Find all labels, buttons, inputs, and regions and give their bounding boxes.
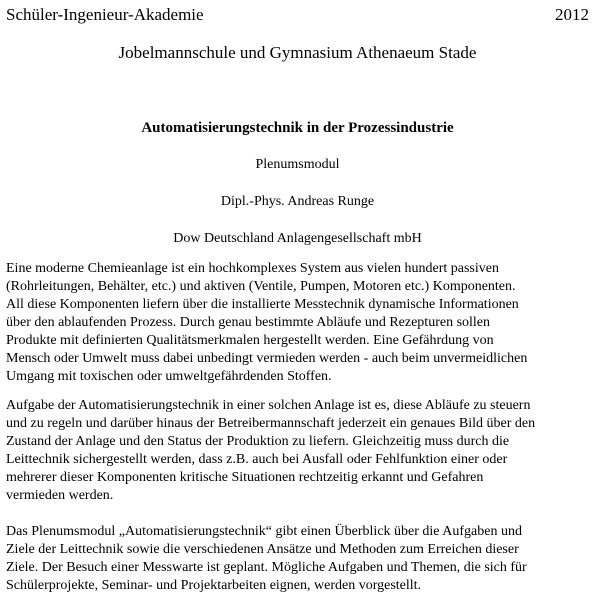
paragraph-2 <box>6 397 592 505</box>
paragraph-line: Aufgabe der Automatisierungstechnik in einer solchen Anlage ist es, diese Abläufe zu steuern <box>6 398 531 413</box>
paragraph-line: Zustand der Anlage und den Status der Produktion zu liefern. Gleichzeitig muss durch die <box>6 434 510 449</box>
paragraph-1 <box>6 260 592 386</box>
paragraph-line: Leittechnik sichergestellt werden, dass z.B. auch bei Ausfall oder Fehlfunktion einer oder <box>6 452 508 467</box>
paragraph-line: Mensch oder Umwelt muss dabei unbedingt vermieden werden - auch beim unvermeidlichen <box>6 351 528 366</box>
paragraph-3 <box>6 523 592 595</box>
page-header <box>6 4 589 28</box>
paragraph-line: Eine moderne Chemieanlage ist ein hochkomplexes System aus vielen hundert passiven <box>6 261 499 276</box>
paragraph-line: vermieden werden. <box>6 488 114 503</box>
document-title: Automatisierungstechnik in der Prozessindustrie <box>141 120 454 136</box>
paragraph-line: All diese Komponenten liefern über die installierte Messtechnik dynamische Informationen <box>6 297 519 312</box>
paragraph-line: Umgang mit toxischen oder umweltgefährdenden Stoffen. <box>6 369 332 384</box>
paragraph-line: Produkte mit definierten Qualitätsmerkmalen hergestellt werden. Eine Gefährdung von <box>6 333 494 348</box>
module-name: Plenumsmodul <box>255 157 340 172</box>
paragraph-line: Ziele der Leittechnik sowie die verschiedenen Ansätze und Methoden zum Erreichen dieser <box>6 542 519 557</box>
paragraph-line: mehrerer dieser Komponenten kritische Situationen rechtzeitig erkannt und Gefahren <box>6 470 484 485</box>
paragraph-line: (Rohrleitungen, Behälter, etc.) und aktiven (Ventile, Pumpen, Motoren etc.) Komponenten. <box>6 279 516 294</box>
school-name: Jobelmannschule und Gymnasium Athenaeum Stade <box>118 43 477 62</box>
author-name: Dipl.-Phys. Andreas Runge <box>220 194 375 209</box>
paragraph-line: Das Plenumsmodul „Automatisierungstechnik“ gibt einen Überblick über die Aufgaben und <box>6 524 522 539</box>
paragraph-line: und zu regeln und darüber hinaus der Betreibermannschaft jederzeit ein genaues Bild über den <box>6 416 536 431</box>
paragraph-line: Schülerprojekte, Seminar- und Projektarbeiten eignen, werden vorgestellt. <box>6 578 422 593</box>
company-name: Dow Deutschland Anlagengesellschaft mbH <box>173 231 422 246</box>
header-academy-name: Schüler-Ingenieur-Akademie <box>6 5 204 24</box>
paragraph-line: über den ablaufenden Prozess. Durch genau bestimmte Abläufe und Rezepturen sollen <box>6 315 491 330</box>
paragraph-line: Ziele. Der Besuch einer Messwarte ist geplant. Mögliche Aufgaben und Themen, die sich für <box>6 560 527 575</box>
header-year: 2012 <box>555 5 589 24</box>
